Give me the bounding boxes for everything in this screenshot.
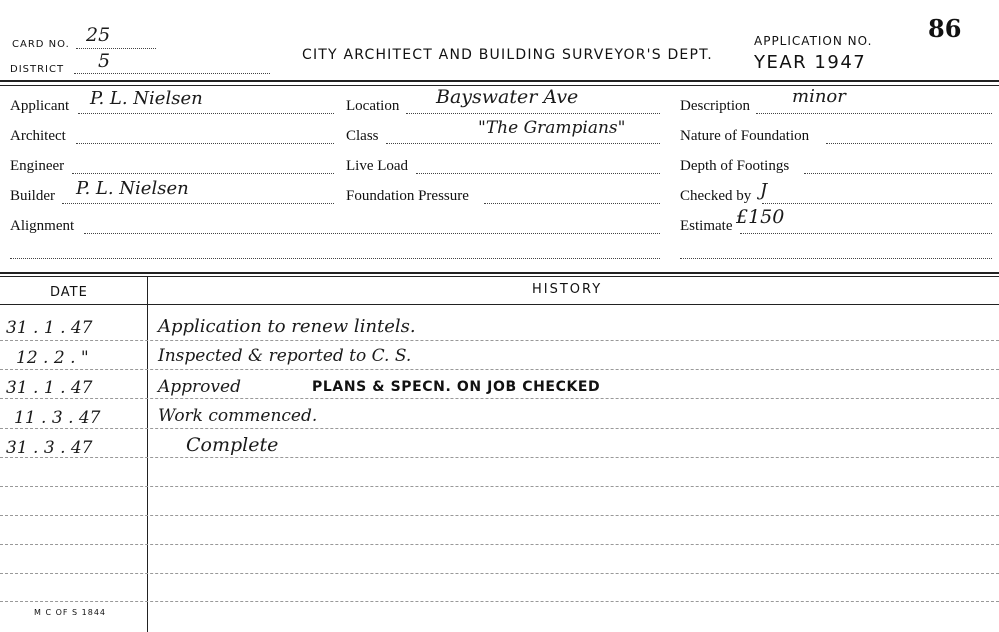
card-no-line <box>76 48 156 49</box>
application-no-value: 86 <box>928 14 962 43</box>
estimate-value: £150 <box>736 206 785 228</box>
alignment-label: Alignment <box>10 218 75 234</box>
history-rule <box>0 428 999 429</box>
blank-line <box>10 258 660 259</box>
foundation-pressure-line <box>484 203 660 204</box>
checked-by-line <box>762 203 992 204</box>
history-top-rule <box>0 272 999 274</box>
district-label: DISTRICT <box>10 64 65 75</box>
foundation-pressure-label: Foundation Pressure <box>346 188 469 204</box>
date-header: DATE <box>50 285 88 300</box>
form-code: M C OF S 1844 <box>34 608 106 617</box>
builder-label: Builder <box>10 188 55 204</box>
application-no-label: APPLICATION NO. <box>754 34 873 48</box>
history-row-entry: Inspected & reported to C. S. <box>158 346 412 366</box>
nature-of-foundation-label: Nature of Foundation <box>680 128 810 144</box>
history-top-rule-2 <box>0 276 999 277</box>
description-line <box>756 113 992 114</box>
class-label: Class <box>346 128 379 144</box>
builder-line <box>62 203 334 204</box>
depth-of-footings-label: Depth of Footings <box>680 158 790 174</box>
card-no-label: CARD NO. <box>12 39 70 50</box>
applicant-value: P. L. Nielsen <box>90 88 203 109</box>
blank-line-right <box>680 258 992 259</box>
history-row-date: 31 . 1 . 47 <box>6 318 93 338</box>
alignment-line <box>84 233 660 234</box>
approval-stamp: PLANS & SPECN. ON JOB CHECKED <box>312 379 601 395</box>
engineer-label: Engineer <box>10 158 65 174</box>
date-column-divider <box>147 276 148 632</box>
history-row-date: 31 . 1 . 47 <box>6 378 93 398</box>
history-row-date: 11 . 3 . 47 <box>14 408 101 428</box>
location-label: Location <box>346 98 400 114</box>
district-line <box>74 73 270 74</box>
history-rule <box>0 601 999 602</box>
history-rule <box>0 515 999 516</box>
history-rule <box>0 544 999 545</box>
history-row-date: 12 . 2 . " <box>16 348 89 368</box>
history-rule <box>0 457 999 458</box>
engineer-line <box>72 173 334 174</box>
checked-by-label: Checked by <box>680 188 752 204</box>
nature-of-foundation-line <box>826 143 992 144</box>
year-label: YEAR 1947 <box>754 52 867 73</box>
class-value: "The Grampians" <box>478 118 626 138</box>
class-line <box>386 143 660 144</box>
builder-value: P. L. Nielsen <box>76 178 189 199</box>
district-value: 5 <box>98 50 111 72</box>
applicant-line <box>78 113 334 114</box>
live-load-label: Live Load <box>346 158 409 174</box>
location-value: Bayswater Ave <box>436 86 579 108</box>
history-header: HISTORY <box>532 282 603 297</box>
depth-of-footings-line <box>804 173 992 174</box>
description-label: Description <box>680 98 750 114</box>
location-line <box>406 113 660 114</box>
history-row-date: 31 . 3 . 47 <box>6 438 93 458</box>
history-rule <box>0 369 999 370</box>
history-rule <box>0 573 999 574</box>
history-row-entry: Work commenced. <box>158 406 318 426</box>
checked-by-value: J <box>760 180 768 201</box>
history-row-entry: Application to renew lintels. <box>158 316 416 337</box>
history-row-entry: Approved <box>158 377 241 397</box>
history-rule <box>0 486 999 487</box>
history-header-rule <box>0 304 999 305</box>
estimate-line <box>740 233 992 234</box>
live-load-line <box>416 173 660 174</box>
architect-label: Architect <box>10 128 66 144</box>
history-rule <box>0 398 999 399</box>
architect-line <box>76 143 334 144</box>
description-value: minor <box>792 86 846 107</box>
estimate-label: Estimate <box>680 218 733 234</box>
history-row-entry: Complete <box>186 434 279 456</box>
header-rule <box>0 80 999 82</box>
department-title: CITY ARCHITECT AND BUILDING SURVEYOR'S DEPT. <box>302 47 713 63</box>
history-rule <box>0 340 999 341</box>
card-no-value: 25 <box>86 24 111 46</box>
applicant-label: Applicant <box>10 98 70 114</box>
